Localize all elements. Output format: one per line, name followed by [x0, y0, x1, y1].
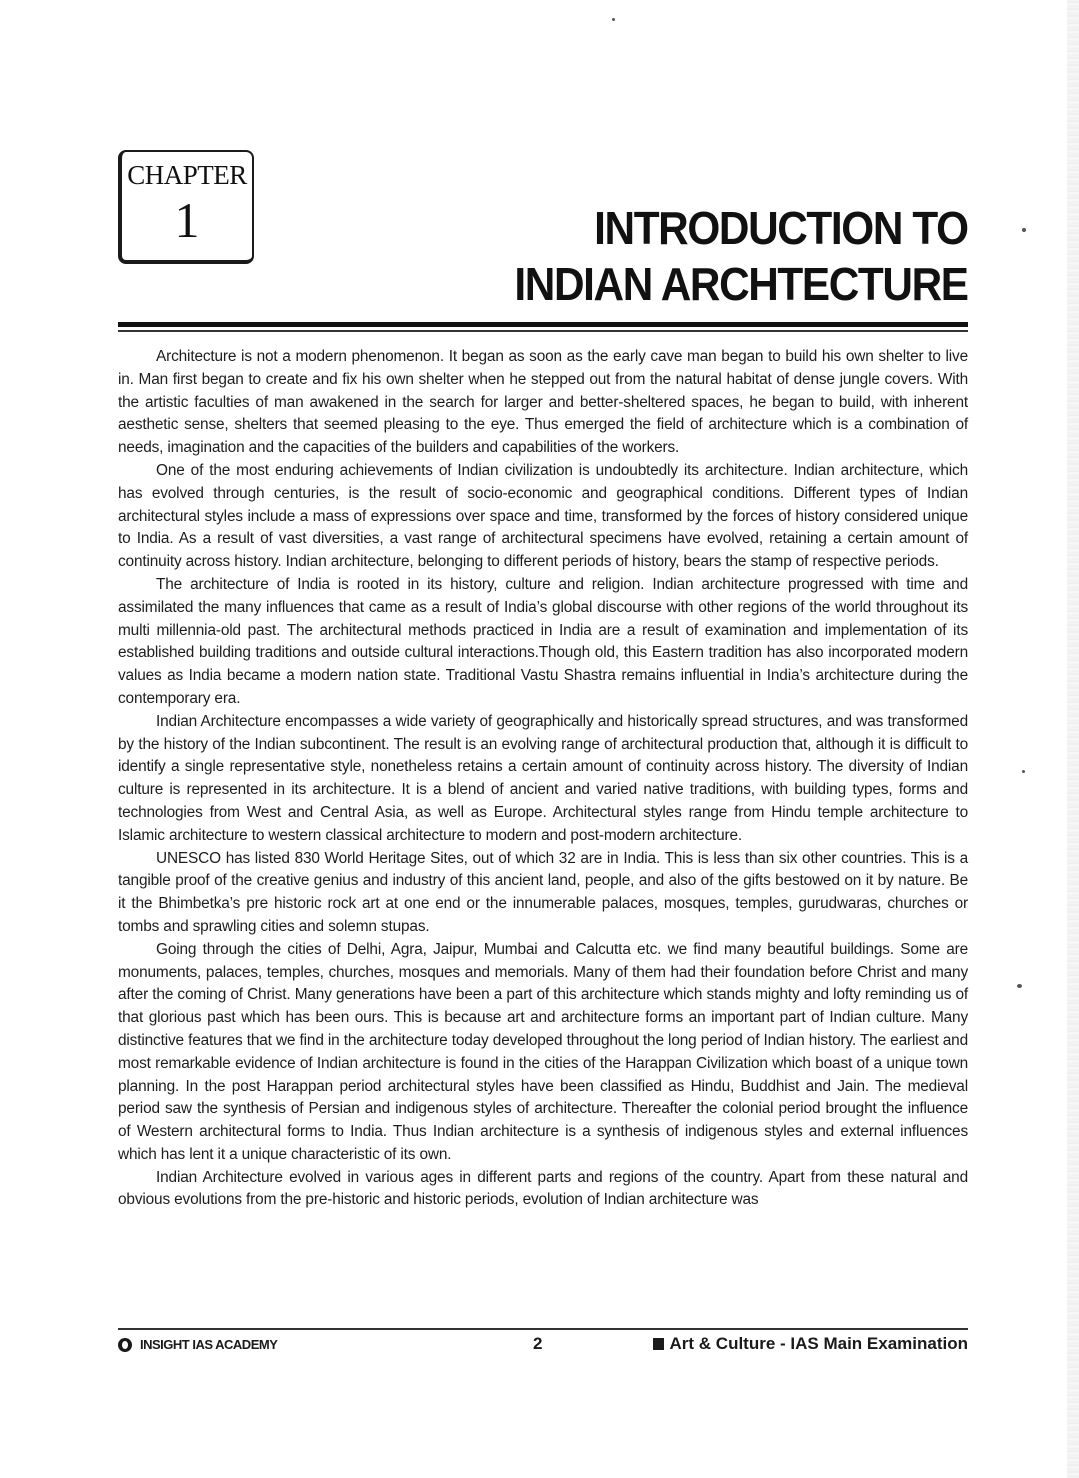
chapter-label: CHAPTER: [127, 160, 247, 190]
footer-rule: [118, 1328, 968, 1330]
chapter-box: [118, 150, 254, 264]
paragraph-4: Indian Architecture encompasses a wide variety of geographically and historically spread structures, and was transformed by the history of the Indian subcontinent. The result is an evolving range of architectural production that, although it is difficult to identify a single representative style, nonetheless retains a certain amount of continuity across history. The diversity of Indian culture is represented in its architecture. It is a blend of ancient and varied native traditions, with building types, forms and technologies from West and Central Asia, as well as Europe. Architectural styles range from Hindu temple architecture to Islamic architecture to western classical architecture to modern and post-modern architecture.: [118, 712, 968, 844]
insight-logo-icon: [118, 1338, 132, 1352]
page-title: [515, 200, 968, 312]
black-square-icon: [653, 1338, 664, 1350]
scan-edge-artifact: [1067, 0, 1079, 1478]
footer-book-title: [653, 1334, 968, 1354]
paragraph-2: One of the most enduring achievements of Indian civilization is undoubtedly its architecture. Indian architecture, which has evolved through centuries, is the result of socio-economic and geographical conditions. Different types of Indian architectural styles include a mass of expressions over space and time, transformed by the forces of history considered unique to India. As a result of vast diversities, a vast range of architectural specimens have evolved, retaining a certain amount of continuity across history. Indian architecture, belonging to different periods of history, bears the stamp of respective periods.: [118, 461, 968, 571]
title-line-2: INDIAN ARCHTECTURE: [514, 258, 968, 310]
scan-speck: [1022, 228, 1026, 232]
title-rule-thin: [118, 330, 968, 332]
footer-publisher: [118, 1337, 277, 1352]
chapter-number: 1: [174, 192, 200, 248]
body-text: [118, 346, 968, 1212]
scan-speck: [612, 18, 615, 21]
scan-speck: [1022, 770, 1025, 773]
title-rule-thick: [118, 322, 968, 327]
page-number: 2: [533, 1334, 543, 1353]
book-title: Art & Culture - IAS Main Examination: [669, 1334, 968, 1353]
scan-speck: [1017, 984, 1022, 988]
paragraph-1: Architecture is not a modern phenomenon. It began as soon as the early cave man began to build his own shelter to live in. Man first began to create and fix his own shelter when he stepped out from the natural habitat of dense jungle covers. With the artistic faculties of man awakened in the search for larger and better-sheltered spaces, he began to build, with inherent aesthetic sense, shelters that seemed pleasing to the eye. Thus emerged the field of architecture which is a combination of needs, imagination and the capacities of the builders and capabilities of the workers.: [118, 348, 968, 457]
publisher-name: INSIGHT IAS ACADEMY: [140, 1337, 278, 1352]
paragraph-5: UNESCO has listed 830 World Heritage Sites, out of which 32 are in India. This is less than six other countries. This is a tangible proof of the creative genius and industry of this ancient land, people, and also of the gifts bestowed on it by nature. Be it the Bhimbetka’s pre historic rock art at one end or the innumerable palaces, mosques, temples, gurudwaras, churches or tombs and sprawling cities and solemn stupas.: [118, 849, 968, 935]
paragraph-7: Indian Architecture evolved in various ages in different parts and regions of the country. Apart from these natural and obvious evolutions from the pre-historic and historic periods, evolution of Indian architecture was: [118, 1168, 968, 1209]
paragraph-3: The architecture of India is rooted in its history, culture and religion. Indian architecture progressed with time and assimilated the many influences that came as a result of India’s global discourse with other regions of the world throughout its multi millennia-old past. The architectural methods practiced in India are a result of examination and implementation of its established building traditions and outside cultural interactions.Though old, this Eastern tradition has also incorporated modern values as India became a modern nation state. Traditional Vastu Shastra remains influential in India’s architecture during the contemporary era.: [118, 575, 968, 707]
title-line-1: INTRODUCTION TO: [594, 202, 968, 254]
paragraph-6: Going through the cities of Delhi, Agra, Jaipur, Mumbai and Calcutta etc. we find many beautiful buildings. Some are monuments, palaces, temples, churches, mosques and memorials. Many of them had their foundation before Christ and many after the coming of Christ. Many generations have been a part of this architecture which stands mighty and lofty reminding us of that glorious past which has been ours. This is because art and architecture forms an important part of Indian culture. Many distinctive features that we find in the architecture today developed throughout the long period of Indian history. The earliest and most remarkable evidence of Indian architecture is found in the cities of the Harappan Civilization which boast of a unique town planning. In the post Harappan period architectural styles have been classified as Hindu, Buddhist and Jain. The medieval period saw the synthesis of Persian and indigenous styles of architecture. Thereafter the colonial period brought the influence of Western architectural forms to India. Thus Indian architecture is a synthesis of indigenous styles and external influences which has lent it a unique characteristic of its own.: [118, 940, 968, 1163]
